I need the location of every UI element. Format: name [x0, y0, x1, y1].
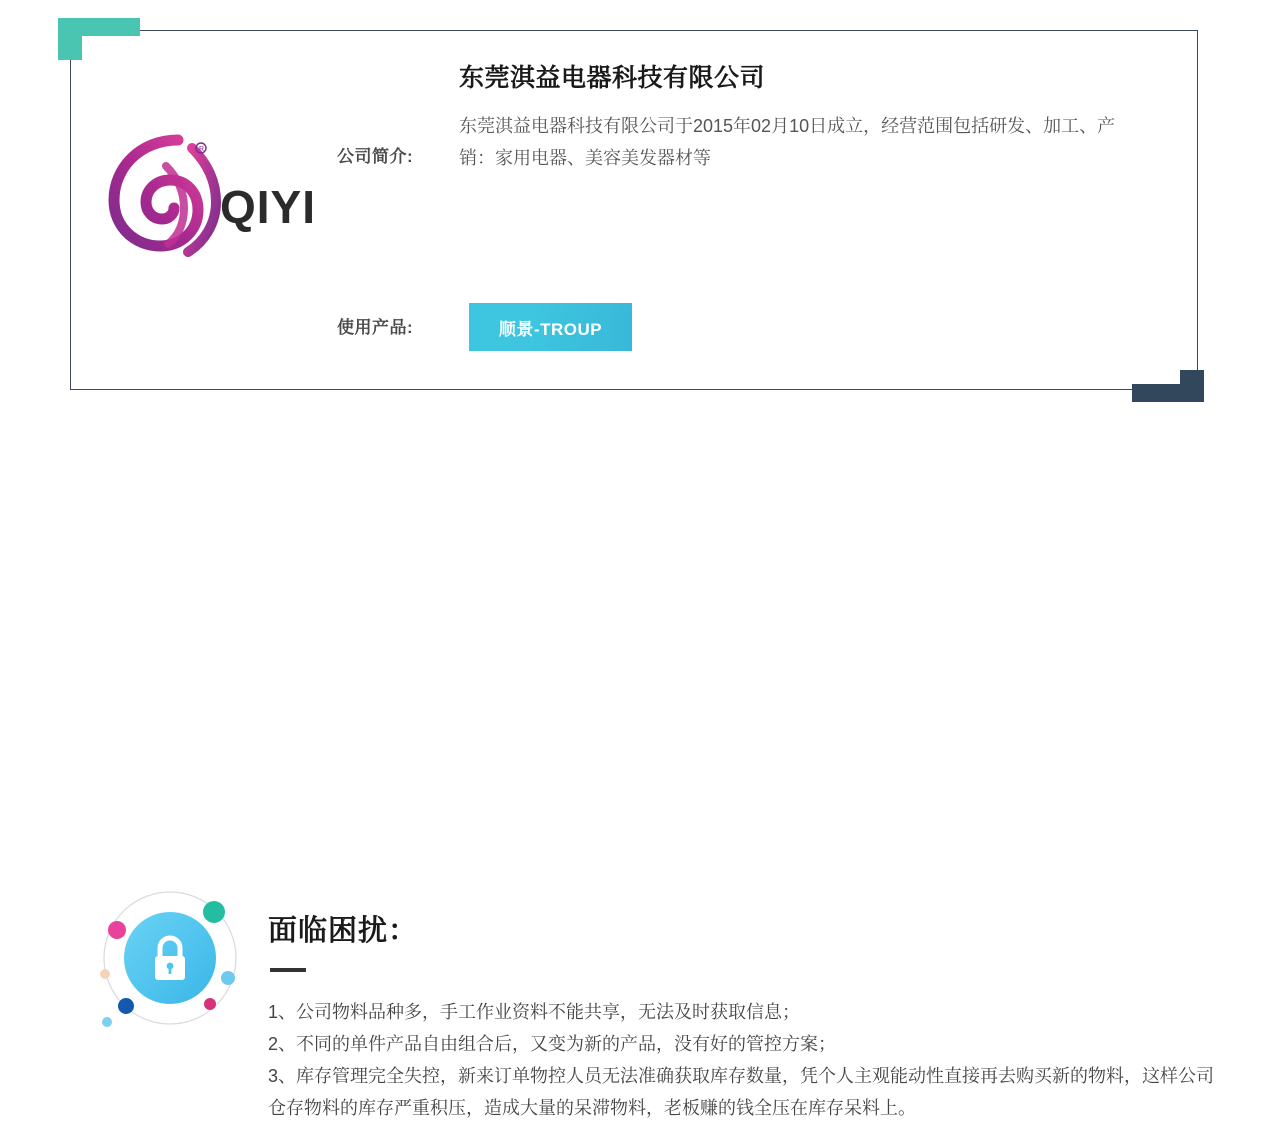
trouble-list [268, 996, 1226, 1124]
svg-text:R: R [199, 146, 205, 153]
trouble-heading: 面临困扰： [268, 915, 419, 947]
lock-badge [80, 880, 260, 1060]
product-used-label: 使用产品: [337, 318, 414, 337]
company-intro-label: 公司简介: [337, 147, 414, 166]
svg-text:QIYI: QIYI [220, 181, 317, 233]
list-item: 3、库存管理完全失控，新来订单物控人员无法准确获取库存数量，凭个人主观能动性直接再去购买新的物料，这样公司仓存物料的库存严重积压，造成大量的呆滞物料，老板赚的钱全压在库存呆料上。 [268, 1066, 1215, 1118]
list-item: 1、公司物料品种多，手工作业资料不能共享，无法及时获取信息； [268, 1002, 801, 1022]
company-title: 东莞淇益电器科技有限公司 [459, 64, 766, 92]
product-tag[interactable]: 顺景-TROUP [469, 303, 632, 351]
company-intro-text: 东莞淇益电器科技有限公司于2015年02月10日成立，经营范围包括研发、加工、产销：家用电器、美容美发器材等 [459, 116, 1116, 168]
corner-notch [82, 36, 140, 60]
corner-notch [1132, 370, 1180, 384]
company-card [0, 0, 1264, 420]
heading-underline [270, 968, 306, 972]
company-logo [100, 120, 330, 260]
decorative-corner-dark [1132, 370, 1204, 402]
list-item: 2、不同的单件产品自由组合后，又变为新的产品，没有好的管控方案； [268, 1034, 837, 1054]
decorative-corner-teal [58, 18, 140, 60]
trouble-section [0, 420, 1264, 1118]
